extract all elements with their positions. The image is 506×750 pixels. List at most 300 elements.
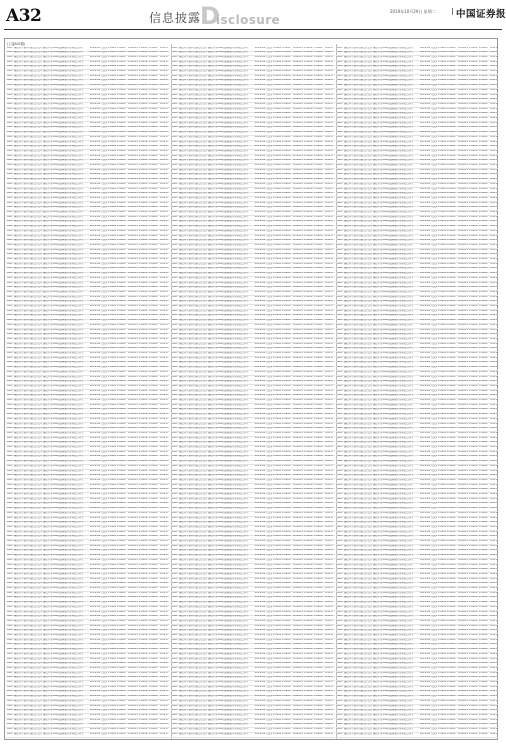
row-currency: 人民币	[101, 531, 107, 534]
row-value-6: 0.00%	[490, 460, 498, 463]
row-date: 2019-09	[255, 582, 265, 585]
row-value-1: 1.0000	[273, 211, 281, 214]
row-date: 2019-09	[90, 253, 100, 256]
row-fund-name: 建信中证500指数增强型证券投资基金	[43, 733, 89, 736]
row-value-6: 0.00%	[160, 94, 169, 97]
row-value-4: 1.0000	[139, 611, 148, 614]
row-value-3: 0.0000%	[458, 235, 468, 238]
row-value-1: 1.0000	[438, 296, 446, 299]
row-value-5: 1.0000	[314, 653, 324, 656]
row-value-2: 1.0000	[117, 272, 127, 275]
row-manager: 建信基金管理有限责任公司	[179, 314, 207, 317]
row-manager: 建信基金管理有限责任公司	[179, 126, 207, 129]
row-manager: 建信基金管理有限责任公司	[14, 310, 42, 313]
row-manager: 建信基金管理有限责任公司	[179, 455, 207, 458]
row-value-5: 1.0000	[149, 662, 159, 665]
row-value-3: 0.0000%	[458, 493, 468, 496]
row-value-5: 1.0000	[479, 258, 489, 261]
row-value-5: 1.0000	[479, 89, 489, 92]
row-value-5: 1.0000	[149, 371, 159, 374]
row-fund-name: 建信中证500指数增强型证券投资基金	[373, 371, 419, 374]
row-fund-name: 建信中证500指数增强型证券投资基金	[43, 202, 89, 205]
row-code: 0001	[7, 112, 14, 115]
row-value-5: 1.0000	[149, 564, 159, 567]
row-value-5: 1.0000	[479, 413, 489, 416]
row-value-4: 1.0000	[139, 267, 148, 270]
row-manager: 建信基金管理有限责任公司	[179, 681, 207, 684]
row-code: 0001	[337, 347, 344, 350]
row-value-5: 1.0000	[314, 347, 324, 350]
row-currency: 人民币	[431, 51, 437, 54]
row-value-5: 1.0000	[149, 75, 159, 78]
row-value-4: 1.0000	[139, 145, 148, 148]
row-value-3: 0.0000%	[293, 658, 303, 661]
row-manager: 建信基金管理有限责任公司	[179, 211, 207, 214]
row-value-1: 1.0000	[108, 122, 116, 125]
row-code: 0001	[7, 611, 14, 614]
row-value-3: 0.0000%	[293, 413, 303, 416]
row-manager: 建信基金管理有限责任公司	[179, 385, 207, 388]
row-currency: 人民币	[431, 380, 437, 383]
row-fund-name: 建信中证500指数增强型证券投资基金	[43, 432, 89, 435]
row-value-6: 0.00%	[325, 310, 334, 313]
row-value-4: 1.0000	[139, 573, 148, 576]
row-value-5: 1.0000	[314, 596, 324, 599]
row-value-2: 1.0000	[447, 173, 457, 176]
row-manager: 建信基金管理有限责任公司	[344, 526, 372, 529]
row-value-3: 0.0000%	[458, 310, 468, 313]
row-value-1: 1.0000	[438, 413, 446, 416]
row-fund-name: 建信中证500指数增强型证券投资基金	[208, 399, 254, 402]
row-value-1: 1.0000	[108, 446, 116, 449]
row-value-2: 1.0000	[447, 465, 457, 468]
row-value-6: 0.00%	[160, 192, 169, 195]
row-code: 0001	[337, 253, 344, 256]
row-value-4: 1.0000	[469, 258, 478, 261]
row-manager: 建信基金管理有限责任公司	[179, 225, 207, 228]
row-value-4: 1.0000	[469, 371, 478, 374]
row-code: 0001	[337, 178, 344, 181]
row-code: 0001	[172, 554, 179, 557]
row-value-1: 1.0000	[273, 535, 281, 538]
row-value-3: 0.0000%	[458, 540, 468, 543]
row-value-4: 1.0000	[304, 361, 313, 364]
row-manager: 建信基金管理有限责任公司	[179, 70, 207, 73]
row-date: 2019-09	[420, 263, 430, 266]
row-value-6: 0.00%	[490, 117, 498, 120]
row-value-4: 1.0000	[469, 225, 478, 228]
row-value-5: 1.0000	[149, 615, 159, 618]
row-value-3: 0.0000%	[293, 690, 303, 693]
row-code: 0001	[172, 47, 179, 50]
row-value-1: 1.0000	[108, 423, 116, 426]
row-value-6: 0.00%	[160, 404, 169, 407]
row-date: 2019-09	[420, 282, 430, 285]
row-manager: 建信基金管理有限责任公司	[179, 667, 207, 670]
row-value-5: 1.0000	[314, 573, 324, 576]
row-value-1: 1.0000	[438, 277, 446, 280]
row-value-3: 0.0000%	[128, 94, 138, 97]
row-value-5: 1.0000	[314, 357, 324, 360]
row-code: 0001	[337, 249, 344, 252]
row-fund-name: 建信中证500指数增强型证券投资基金	[208, 672, 254, 675]
row-currency: 人民币	[101, 338, 107, 341]
row-value-6: 0.00%	[160, 460, 169, 463]
row-value-4: 1.0000	[139, 305, 148, 308]
row-date: 2019-09	[420, 61, 430, 64]
row-value-3: 0.0000%	[128, 361, 138, 364]
row-value-6: 0.00%	[325, 352, 334, 355]
row-code: 0001	[172, 61, 179, 64]
row-currency: 人民币	[431, 549, 437, 552]
row-value-2: 1.0000	[117, 108, 127, 111]
row-value-2: 1.0000	[282, 634, 292, 637]
row-value-5: 1.0000	[149, 545, 159, 548]
row-code: 0001	[172, 188, 179, 191]
row-date: 2019-09	[255, 564, 265, 567]
row-value-5: 1.0000	[479, 197, 489, 200]
row-fund-name: 建信中证500指数增强型证券投资基金	[208, 634, 254, 637]
row-value-6: 0.00%	[160, 282, 169, 285]
row-fund-name: 建信中证500指数增强型证券投资基金	[208, 488, 254, 491]
row-value-4: 1.0000	[139, 183, 148, 186]
row-date: 2019-09	[90, 620, 100, 623]
row-currency: 人民币	[431, 606, 437, 609]
row-value-2: 1.0000	[447, 502, 457, 505]
row-code: 0001	[172, 333, 179, 336]
row-currency: 人民币	[101, 47, 107, 50]
row-value-2: 1.0000	[447, 65, 457, 68]
row-value-3: 0.0000%	[293, 220, 303, 223]
row-fund-name: 建信中证500指数增强型证券投资基金	[208, 705, 254, 708]
row-code: 0001	[337, 474, 344, 477]
row-value-4: 1.0000	[139, 653, 148, 656]
row-value-3: 0.0000%	[128, 521, 138, 524]
row-value-4: 1.0000	[469, 300, 478, 303]
row-currency: 人民币	[101, 394, 107, 397]
row-value-1: 1.0000	[108, 89, 116, 92]
row-manager: 建信基金管理有限责任公司	[179, 366, 207, 369]
row-value-4: 1.0000	[139, 531, 148, 534]
row-value-6: 0.00%	[325, 695, 334, 698]
row-fund-name: 建信中证500指数增强型证券投资基金	[43, 404, 89, 407]
row-value-3: 0.0000%	[128, 296, 138, 299]
row-code: 0001	[337, 380, 344, 383]
row-value-6: 0.00%	[325, 540, 334, 543]
row-value-5: 1.0000	[149, 554, 159, 557]
row-fund-name: 建信中证500指数增强型证券投资基金	[43, 672, 89, 675]
row-value-2: 1.0000	[282, 690, 292, 693]
row-value-1: 1.0000	[108, 282, 116, 285]
row-value-4: 1.0000	[469, 413, 478, 416]
row-value-4: 1.0000	[469, 79, 478, 82]
row-currency: 人民币	[266, 662, 272, 665]
row-value-5: 1.0000	[314, 676, 324, 679]
row-value-4: 1.0000	[469, 507, 478, 510]
row-date: 2019-09	[90, 479, 100, 482]
row-value-3: 0.0000%	[458, 512, 468, 515]
row-value-2: 1.0000	[282, 709, 292, 712]
row-value-4: 1.0000	[304, 498, 313, 501]
row-value-5: 1.0000	[149, 94, 159, 97]
row-manager: 建信基金管理有限责任公司	[344, 338, 372, 341]
row-value-6: 0.00%	[490, 427, 498, 430]
row-code: 0001	[7, 117, 14, 120]
row-value-2: 1.0000	[282, 596, 292, 599]
row-value-5: 1.0000	[479, 465, 489, 468]
row-value-1: 1.0000	[108, 667, 116, 670]
row-value-1: 1.0000	[108, 592, 116, 595]
row-date: 2019-09	[90, 639, 100, 642]
row-value-4: 1.0000	[139, 564, 148, 567]
row-currency: 人民币	[101, 296, 107, 299]
row-date: 2019-09	[255, 394, 265, 397]
row-value-4: 1.0000	[469, 474, 478, 477]
row-fund-name: 建信中证500指数增强型证券投资基金	[208, 98, 254, 101]
row-value-4: 1.0000	[469, 230, 478, 233]
table-column-2	[171, 46, 335, 739]
row-currency: 人民币	[266, 451, 272, 454]
row-value-5: 1.0000	[479, 535, 489, 538]
row-manager: 建信基金管理有限责任公司	[344, 427, 372, 430]
row-value-1: 1.0000	[438, 235, 446, 238]
row-value-1: 1.0000	[108, 568, 116, 571]
row-fund-name: 建信中证500指数增强型证券投资基金	[373, 150, 419, 153]
row-value-5: 1.0000	[479, 385, 489, 388]
row-code: 0001	[7, 79, 14, 82]
row-currency: 人民币	[101, 173, 107, 176]
row-value-2: 1.0000	[282, 714, 292, 717]
row-date: 2019-09	[420, 333, 430, 336]
row-date: 2019-09	[420, 564, 430, 567]
row-value-4: 1.0000	[304, 521, 313, 524]
row-date: 2019-09	[255, 643, 265, 646]
row-currency: 人民币	[266, 446, 272, 449]
row-fund-name: 建信中证500指数增强型证券投资基金	[373, 385, 419, 388]
row-code: 0001	[337, 554, 344, 557]
row-value-1: 1.0000	[273, 230, 281, 233]
row-fund-name: 建信中证500指数增强型证券投资基金	[373, 531, 419, 534]
row-value-6: 0.00%	[325, 380, 334, 383]
row-value-5: 1.0000	[479, 291, 489, 294]
row-fund-name: 建信中证500指数增强型证券投资基金	[208, 695, 254, 698]
row-date: 2019-09	[420, 545, 430, 548]
row-code: 0001	[172, 291, 179, 294]
row-value-6: 0.00%	[160, 549, 169, 552]
row-value-3: 0.0000%	[293, 126, 303, 129]
row-value-6: 0.00%	[160, 310, 169, 313]
row-value-4: 1.0000	[139, 705, 148, 708]
row-fund-name: 建信中证500指数增强型证券投资基金	[43, 474, 89, 477]
row-currency: 人民币	[266, 634, 272, 637]
row-value-6: 0.00%	[160, 723, 169, 726]
row-manager: 建信基金管理有限责任公司	[14, 582, 42, 585]
row-value-4: 1.0000	[304, 592, 313, 595]
row-value-2: 1.0000	[282, 455, 292, 458]
row-manager: 建信基金管理有限责任公司	[344, 441, 372, 444]
row-value-3: 0.0000%	[128, 79, 138, 82]
row-value-3: 0.0000%	[128, 324, 138, 327]
row-manager: 建信基金管理有限责任公司	[179, 423, 207, 426]
row-date: 2019-09	[420, 578, 430, 581]
row-value-1: 1.0000	[438, 507, 446, 510]
row-code: 0001	[172, 89, 179, 92]
row-value-3: 0.0000%	[293, 277, 303, 280]
row-value-5: 1.0000	[479, 305, 489, 308]
row-date: 2019-09	[255, 404, 265, 407]
row-value-1: 1.0000	[273, 611, 281, 614]
row-value-2: 1.0000	[282, 507, 292, 510]
row-value-1: 1.0000	[273, 347, 281, 350]
row-date: 2019-09	[420, 70, 430, 73]
row-date: 2019-09	[255, 695, 265, 698]
row-currency: 人民币	[101, 728, 107, 731]
row-value-2: 1.0000	[117, 333, 127, 336]
row-date: 2019-09	[420, 267, 430, 270]
row-fund-name: 建信中证500指数增强型证券投资基金	[208, 723, 254, 726]
row-value-5: 1.0000	[149, 206, 159, 209]
row-value-5: 1.0000	[314, 192, 324, 195]
row-fund-name: 建信中证500指数增强型证券投资基金	[43, 225, 89, 228]
row-value-1: 1.0000	[108, 136, 116, 139]
row-value-4: 1.0000	[139, 65, 148, 68]
row-code: 0001	[7, 333, 14, 336]
row-value-5: 1.0000	[149, 404, 159, 407]
row-value-6: 0.00%	[160, 559, 169, 562]
row-value-1: 1.0000	[108, 690, 116, 693]
row-value-1: 1.0000	[108, 333, 116, 336]
row-date: 2019-09	[255, 361, 265, 364]
row-currency: 人民币	[266, 296, 272, 299]
row-value-3: 0.0000%	[293, 615, 303, 618]
row-value-2: 1.0000	[117, 423, 127, 426]
row-date: 2019-09	[90, 648, 100, 651]
row-value-1: 1.0000	[108, 366, 116, 369]
row-manager: 建信基金管理有限责任公司	[179, 592, 207, 595]
row-value-6: 0.00%	[490, 192, 498, 195]
row-value-1: 1.0000	[108, 470, 116, 473]
row-value-6: 0.00%	[490, 455, 498, 458]
row-value-6: 0.00%	[160, 615, 169, 618]
row-value-5: 1.0000	[314, 51, 324, 54]
row-currency: 人民币	[101, 437, 107, 440]
row-manager: 建信基金管理有限责任公司	[179, 329, 207, 332]
row-value-3: 0.0000%	[293, 253, 303, 256]
row-currency: 人民币	[266, 559, 272, 562]
row-fund-name: 建信中证500指数增强型证券投资基金	[373, 343, 419, 346]
row-value-5: 1.0000	[479, 173, 489, 176]
row-value-1: 1.0000	[108, 606, 116, 609]
row-value-2: 1.0000	[117, 653, 127, 656]
row-value-4: 1.0000	[469, 535, 478, 538]
row-value-1: 1.0000	[108, 554, 116, 557]
row-currency: 人民币	[431, 399, 437, 402]
row-value-3: 0.0000%	[128, 310, 138, 313]
row-value-6: 0.00%	[160, 535, 169, 538]
row-value-3: 0.0000%	[293, 667, 303, 670]
row-code: 0001	[172, 423, 179, 426]
row-value-3: 0.0000%	[128, 169, 138, 172]
row-currency: 人民币	[101, 244, 107, 247]
row-currency: 人民币	[101, 282, 107, 285]
row-value-1: 1.0000	[438, 568, 446, 571]
row-value-6: 0.00%	[160, 108, 169, 111]
row-value-4: 1.0000	[469, 611, 478, 614]
row-value-6: 0.00%	[325, 216, 334, 219]
row-value-5: 1.0000	[149, 408, 159, 411]
row-value-1: 1.0000	[438, 282, 446, 285]
row-value-5: 1.0000	[479, 94, 489, 97]
row-value-3: 0.0000%	[128, 267, 138, 270]
row-value-6: 0.00%	[490, 84, 498, 87]
row-value-4: 1.0000	[469, 329, 478, 332]
row-value-3: 0.0000%	[128, 681, 138, 684]
row-code: 0001	[7, 629, 14, 632]
row-date: 2019-09	[90, 521, 100, 524]
row-value-6: 0.00%	[490, 230, 498, 233]
row-currency: 人民币	[431, 385, 437, 388]
row-currency: 人民币	[431, 423, 437, 426]
row-value-5: 1.0000	[479, 470, 489, 473]
row-date: 2019-09	[420, 507, 430, 510]
row-value-5: 1.0000	[314, 606, 324, 609]
row-currency: 人民币	[101, 164, 107, 167]
row-fund-name: 建信中证500指数增强型证券投资基金	[208, 451, 254, 454]
row-date: 2019-09	[420, 225, 430, 228]
row-value-3: 0.0000%	[458, 272, 468, 275]
row-fund-name: 建信中证500指数增强型证券投资基金	[43, 324, 89, 327]
row-currency: 人民币	[101, 291, 107, 294]
row-date: 2019-09	[90, 296, 100, 299]
row-value-2: 1.0000	[447, 385, 457, 388]
row-value-2: 1.0000	[282, 427, 292, 430]
row-value-6: 0.00%	[160, 446, 169, 449]
row-code: 0001	[337, 418, 344, 421]
row-value-4: 1.0000	[469, 578, 478, 581]
row-value-6: 0.00%	[160, 56, 169, 59]
row-date: 2019-09	[255, 484, 265, 487]
row-value-3: 0.0000%	[458, 606, 468, 609]
row-fund-name: 建信中证500指数增强型证券投资基金	[43, 122, 89, 125]
row-code: 0001	[172, 408, 179, 411]
row-value-1: 1.0000	[273, 423, 281, 426]
row-value-6: 0.00%	[160, 451, 169, 454]
row-currency: 人民币	[101, 432, 107, 435]
row-currency: 人民币	[266, 249, 272, 252]
row-code: 0001	[337, 564, 344, 567]
row-manager: 建信基金管理有限责任公司	[179, 141, 207, 144]
row-currency: 人民币	[266, 122, 272, 125]
row-manager: 建信基金管理有限责任公司	[14, 601, 42, 604]
row-manager: 建信基金管理有限责任公司	[344, 79, 372, 82]
row-value-3: 0.0000%	[458, 596, 468, 599]
row-value-3: 0.0000%	[128, 714, 138, 717]
row-value-3: 0.0000%	[293, 122, 303, 125]
row-value-6: 0.00%	[160, 517, 169, 520]
row-code: 0001	[7, 606, 14, 609]
row-date: 2019-09	[90, 695, 100, 698]
row-value-4: 1.0000	[469, 65, 478, 68]
row-value-6: 0.00%	[160, 141, 169, 144]
row-value-4: 1.0000	[139, 658, 148, 661]
row-fund-name: 建信中证500指数增强型证券投资基金	[208, 484, 254, 487]
row-value-3: 0.0000%	[293, 103, 303, 106]
row-fund-name: 建信中证500指数增强型证券投资基金	[43, 549, 89, 552]
row-code: 0001	[337, 361, 344, 364]
row-value-2: 1.0000	[282, 394, 292, 397]
row-value-4: 1.0000	[139, 89, 148, 92]
row-value-5: 1.0000	[149, 709, 159, 712]
